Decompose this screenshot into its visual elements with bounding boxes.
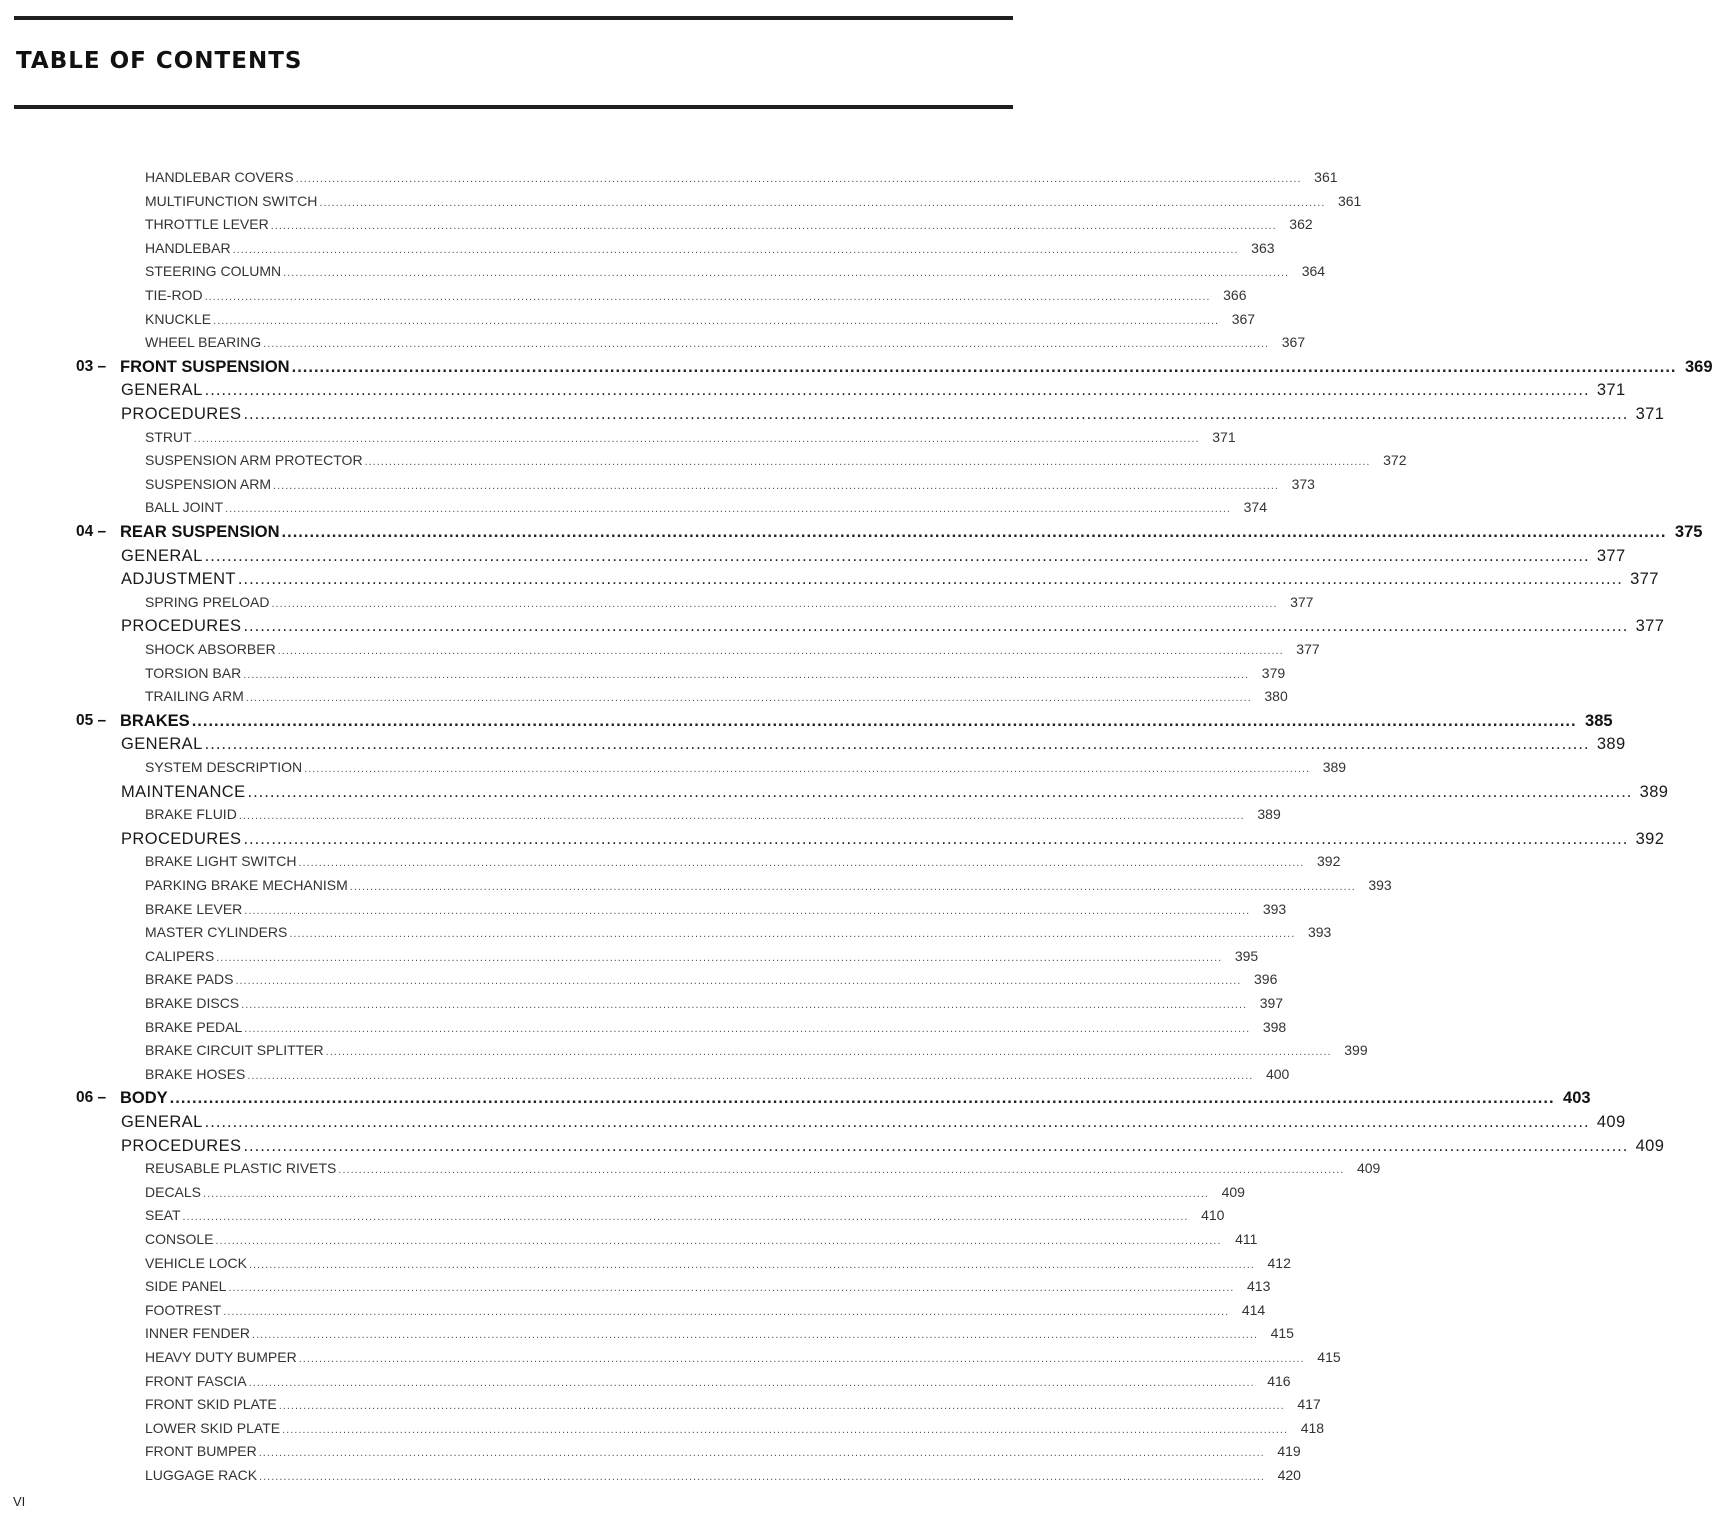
toc-entry-page-number: 367 — [1281, 334, 1306, 351]
toc-subsection-entry — [0, 947, 1259, 972]
toc-dot-leader — [243, 1137, 1628, 1156]
toc-dot-leader — [205, 381, 1590, 400]
toc-section-entry — [0, 1136, 1665, 1161]
toc-entry-label: INNER FENDER — [145, 1325, 251, 1342]
toc-entry-page-number: 414 — [1241, 1301, 1266, 1318]
toc-entry-label: SUSPENSION ARM — [145, 475, 272, 492]
toc-entry-label: SYSTEM DESCRIPTION — [145, 759, 303, 775]
toc-entry-label: CALIPERS — [145, 947, 215, 964]
toc-entry-label: WHEEL BEARING — [145, 334, 262, 351]
toc-entry-label: GENERAL — [121, 546, 203, 565]
toc-entry-page-number: 398 — [1262, 1018, 1287, 1035]
toc-entry-label: PROCEDURES — [121, 1136, 242, 1155]
toc-entry-page-number: 373 — [1291, 475, 1315, 492]
toc-entry-label: BRAKE PEDAL — [145, 1018, 243, 1035]
toc-entry-label: FOOTREST — [145, 1301, 222, 1318]
toc-entry-label: TORSION BAR — [145, 664, 242, 681]
toc-entry-page-number: 367 — [1231, 310, 1256, 327]
toc-entry-label: FRONT SKID PLATE — [145, 1396, 277, 1413]
toc-subsection-entry — [0, 1231, 1258, 1255]
toc-dot-leader — [183, 1211, 1189, 1223]
toc-entry-page-number: 379 — [1261, 664, 1286, 681]
toc-entry-label: MASTER CYLINDERS — [145, 924, 288, 941]
toc-section-entry — [0, 570, 1659, 594]
toc-entry-page-number: 377 — [1635, 617, 1665, 636]
toc-section-entry — [0, 1113, 1626, 1137]
toc-dot-leader — [365, 456, 1371, 468]
toc-entry-label: SPRING PRELOAD — [145, 593, 270, 610]
toc-entry-page-number: 409 — [1221, 1183, 1245, 1200]
toc-dot-leader — [248, 783, 1633, 802]
toc-entry-label: PROCEDURES — [121, 405, 242, 423]
toc-dot-leader — [299, 1353, 1305, 1365]
toc-dot-leader — [233, 244, 1239, 256]
toc-subsection-entry — [0, 1349, 1341, 1373]
toc-entry-page-number: 371 — [1212, 428, 1236, 445]
toc-entry-label: BRAKE DISCS — [145, 995, 240, 1011]
toc-chapter-number: 04 – — [76, 523, 107, 540]
toc-dot-leader — [278, 645, 1284, 657]
toc-entry-page-number: 415 — [1317, 1349, 1341, 1365]
toc-subsection-entry — [0, 759, 1347, 783]
toc-dot-leader — [238, 570, 1623, 589]
toc-entry-page-number: 418 — [1300, 1419, 1325, 1436]
toc-entry-label: GENERAL — [121, 381, 203, 400]
toc-dot-leader — [243, 617, 1628, 636]
toc-subsection-entry — [0, 1042, 1368, 1066]
toc-subsection-entry — [0, 475, 1315, 500]
toc-entry-page-number: 372 — [1383, 452, 1407, 469]
toc-entry-label: THROTTLE LEVER — [145, 216, 269, 233]
toc-entry-label: KNUCKLE — [145, 310, 212, 327]
toc-dot-leader — [273, 480, 1279, 492]
toc-subsection-entry — [0, 971, 1278, 995]
toc-entry-label: REAR SUSPENSION — [120, 523, 280, 541]
toc-dot-leader — [271, 598, 1277, 610]
toc-dot-leader — [223, 1306, 1229, 1318]
toc-entry-page-number: 389 — [1596, 735, 1626, 754]
toc-subsection-entry — [0, 1301, 1266, 1326]
toc-entry-label: CONSOLE — [145, 1231, 214, 1247]
toc-dot-leader — [247, 1070, 1253, 1082]
toc-entry-page-number: 409 — [1596, 1113, 1626, 1131]
toc-entry-label: TRAILING ARM — [145, 688, 244, 705]
header-rule-bottom — [14, 105, 1013, 109]
toc-entry-page-number: 377 — [1296, 641, 1320, 657]
toc-entry-page-number: 413 — [1247, 1278, 1271, 1295]
toc-entry-page-number: 389 — [1322, 759, 1347, 775]
toc-entry-label: MAINTENANCE — [121, 782, 246, 801]
toc-entry-label: ADJUSTMENT — [121, 570, 236, 589]
toc-entry-page-number: 371 — [1635, 405, 1665, 423]
page-title: TABLE OF CONTENTS — [16, 48, 303, 74]
toc-subsection-entry — [0, 1419, 1325, 1444]
toc-entry-label: TIE-ROD — [145, 287, 203, 303]
toc-dot-leader — [350, 881, 1356, 893]
toc-subsection-entry — [0, 900, 1287, 925]
toc-chapter-number: 05 – — [76, 711, 107, 729]
toc-entry-label: HEAVY DUTY BUMPER — [145, 1349, 297, 1365]
toc-subsection-entry — [0, 169, 1338, 193]
toc-entry-label: BRAKE LIGHT SWITCH — [145, 853, 297, 870]
toc-subsection-entry — [0, 806, 1281, 830]
toc-subsection-entry — [0, 310, 1256, 335]
toc-entry-page-number: 392 — [1317, 853, 1341, 870]
toc-entry-label: BRAKES — [120, 711, 190, 730]
toc-entry-label: BRAKE CIRCUIT SPLITTER — [145, 1042, 324, 1059]
toc-entry-label: SEAT — [145, 1207, 181, 1224]
toc-entry-label: FRONT SUSPENSION — [120, 357, 290, 376]
toc-dot-leader — [205, 291, 1211, 303]
toc-entry-label: BODY — [120, 1089, 168, 1108]
toc-dot-leader — [213, 315, 1219, 327]
toc-dot-leader — [205, 1113, 1590, 1132]
toc-dot-leader — [246, 692, 1252, 704]
toc-entry-label: MULTIFUNCTION SWITCH — [145, 192, 318, 209]
toc-subsection-entry — [0, 1372, 1291, 1397]
toc-dot-leader — [304, 763, 1310, 775]
toc-chapter-number: 06 – — [76, 1089, 107, 1107]
toc-subsection-entry — [0, 287, 1247, 311]
toc-entry-page-number: 393 — [1262, 900, 1287, 917]
toc-subsection-entry — [0, 1160, 1381, 1184]
toc-subsection-entry — [0, 593, 1314, 618]
toc-entry-page-number: 416 — [1267, 1372, 1291, 1389]
toc-section-entry — [0, 381, 1626, 405]
toc-entry-label: HANDLEBAR — [145, 239, 231, 256]
toc-subsection-entry — [0, 1278, 1271, 1302]
toc-dot-leader — [263, 338, 1269, 350]
toc-subsection-entry — [0, 924, 1332, 948]
toc-subsection-entry — [0, 1254, 1291, 1279]
toc-entry-page-number: 393 — [1368, 877, 1392, 893]
toc-section-entry — [0, 782, 1669, 807]
toc-dot-leader — [244, 1023, 1250, 1035]
toc-entry-label: BRAKE LEVER — [145, 900, 243, 917]
toc-dot-leader — [271, 220, 1277, 232]
toc-dot-leader — [239, 810, 1245, 822]
toc-chapter-entry — [0, 523, 1703, 547]
toc-entry-page-number: 403 — [1563, 1089, 1591, 1108]
toc-entry-label: REUSABLE PLASTIC RIVETS — [145, 1160, 337, 1177]
toc-entry-label: GENERAL — [121, 735, 203, 754]
toc-entry-page-number: 396 — [1254, 971, 1278, 988]
toc-subsection-entry — [0, 428, 1236, 453]
toc-dot-leader — [243, 669, 1249, 681]
toc-dot-leader — [252, 1329, 1258, 1341]
toc-dot-leader — [259, 1471, 1265, 1483]
toc-entry-page-number: 409 — [1635, 1136, 1665, 1155]
toc-dot-leader — [241, 999, 1247, 1011]
toc-subsection-entry — [0, 334, 1306, 358]
toc-dot-leader — [326, 1046, 1332, 1058]
toc-entry-page-number: 364 — [1301, 263, 1326, 280]
toc-entry-label: BRAKE FLUID — [145, 806, 237, 823]
toc-section-entry — [0, 617, 1665, 641]
toc-entry-page-number: 393 — [1307, 924, 1332, 941]
header-rule-top — [14, 16, 1013, 20]
toc-entry-label: PARKING BRAKE MECHANISM — [145, 877, 348, 893]
toc-chapter-entry — [0, 711, 1613, 736]
toc-entry-label: PROCEDURES — [121, 617, 242, 636]
toc-dot-leader — [205, 735, 1590, 754]
toc-entry-label: SIDE PANEL — [145, 1278, 227, 1295]
toc-entry-label: STEERING COLUMN — [145, 263, 282, 280]
toc-dot-leader — [225, 503, 1231, 515]
toc-dot-leader — [338, 1164, 1344, 1176]
toc-chapter-entry — [0, 1089, 1591, 1113]
toc-dot-leader — [215, 1235, 1221, 1247]
toc-dot-leader — [243, 405, 1628, 424]
toc-entry-label: FRONT BUMPER — [145, 1443, 257, 1460]
toc-dot-leader — [289, 928, 1295, 940]
toc-subsection-entry — [0, 1207, 1225, 1231]
toc-subsection-entry — [0, 1183, 1245, 1208]
toc-subsection-entry — [0, 1396, 1321, 1420]
toc-entry-label: BRAKE HOSES — [145, 1065, 246, 1082]
toc-dot-leader — [244, 905, 1250, 917]
toc-chapter-number: 03 – — [76, 357, 107, 375]
toc-entry-label: GENERAL — [121, 1113, 203, 1131]
toc-entry-page-number: 369 — [1684, 357, 1713, 376]
toc-entry-page-number: 375 — [1674, 523, 1703, 541]
toc-entry-label: BALL JOINT — [145, 499, 224, 516]
toc-entry-page-number: 374 — [1243, 499, 1267, 516]
toc-subsection-entry — [0, 1467, 1301, 1491]
toc-entry-label: HANDLEBAR COVERS — [145, 169, 294, 185]
toc-entry-page-number: 392 — [1635, 829, 1665, 848]
toc-subsection-entry — [0, 452, 1407, 476]
toc-subsection-entry — [0, 995, 1284, 1019]
toc-dot-leader — [192, 712, 1577, 731]
toc-entry-page-number: 377 — [1596, 546, 1626, 565]
toc-dot-leader — [279, 1400, 1285, 1412]
toc-section-entry — [0, 405, 1665, 429]
toc-dot-leader — [298, 857, 1304, 869]
toc-subsection-entry — [0, 192, 1362, 217]
toc-subsection-entry — [0, 1325, 1294, 1349]
toc-subsection-entry — [0, 877, 1392, 901]
toc-dot-leader — [249, 1377, 1255, 1389]
footer-page-number: VI — [13, 1494, 26, 1509]
toc-entry-page-number: 417 — [1297, 1396, 1321, 1413]
toc-entry-page-number: 380 — [1264, 688, 1288, 705]
toc-entry-page-number: 409 — [1356, 1160, 1381, 1177]
toc-subsection-entry — [0, 1443, 1301, 1467]
toc-entry-page-number: 389 — [1257, 806, 1281, 823]
toc-subsection-entry — [0, 853, 1341, 877]
toc-subsection-entry — [0, 263, 1326, 287]
toc-dot-leader — [205, 547, 1590, 566]
toc-subsection-entry — [0, 1018, 1287, 1043]
toc-entry-page-number: 412 — [1267, 1254, 1291, 1271]
toc-subsection-entry — [0, 499, 1267, 523]
toc-subsection-entry — [0, 216, 1313, 240]
toc-entry-page-number: 371 — [1596, 381, 1626, 400]
toc-dot-leader — [282, 523, 1667, 542]
toc-dot-leader — [243, 830, 1628, 849]
toc-entry-page-number: 385 — [1585, 711, 1613, 730]
toc-entry-page-number: 415 — [1270, 1325, 1294, 1342]
toc-entry-label: STRUT — [145, 428, 192, 445]
toc-dot-leader — [235, 975, 1241, 987]
toc-section-entry — [0, 829, 1665, 854]
toc-chapter-entry — [0, 357, 1713, 382]
toc-dot-leader — [203, 1188, 1209, 1200]
toc-dot-leader — [319, 197, 1325, 209]
toc-entry-page-number: 395 — [1234, 947, 1259, 964]
toc-entry-page-number: 410 — [1201, 1207, 1225, 1224]
toc-entry-page-number: 399 — [1344, 1042, 1368, 1059]
toc-entry-label: BRAKE PADS — [145, 971, 234, 988]
toc-section-entry — [0, 546, 1626, 571]
toc-dot-leader — [282, 1424, 1288, 1436]
toc-subsection-entry — [0, 664, 1286, 689]
toc-entry-label: DECALS — [145, 1183, 202, 1200]
toc-entry-page-number: 361 — [1337, 192, 1362, 209]
toc-dot-leader — [283, 267, 1289, 279]
toc-entry-page-number: 363 — [1251, 239, 1275, 256]
toc-entry-page-number: 397 — [1259, 995, 1284, 1011]
toc-entry-label: VEHICLE LOCK — [145, 1254, 247, 1271]
toc-dot-leader — [170, 1089, 1555, 1108]
toc-entry-page-number: 362 — [1289, 216, 1313, 233]
toc-entry-page-number: 400 — [1265, 1065, 1290, 1082]
toc-entry-page-number: 361 — [1314, 169, 1338, 185]
toc-entry-label: SUSPENSION ARM PROTECTOR — [145, 452, 363, 469]
toc-dot-leader — [296, 173, 1302, 185]
toc-entry-page-number: 377 — [1290, 593, 1314, 610]
toc-entry-page-number: 420 — [1277, 1467, 1301, 1483]
toc-subsection-entry — [0, 641, 1320, 665]
toc-dot-leader — [259, 1447, 1265, 1459]
toc-entry-label: FRONT FASCIA — [145, 1372, 247, 1389]
toc-entry-page-number: 419 — [1277, 1443, 1301, 1460]
toc-dot-leader — [216, 952, 1222, 964]
toc-entry-page-number: 377 — [1630, 570, 1659, 589]
toc-entry-label: PROCEDURES — [121, 829, 242, 848]
toc-entry-page-number: 389 — [1639, 782, 1669, 801]
toc-subsection-entry — [0, 1065, 1290, 1090]
toc-dot-leader — [249, 1259, 1255, 1271]
toc-dot-leader — [194, 433, 1200, 445]
toc-entry-label: LUGGAGE RACK — [145, 1467, 258, 1483]
toc-dot-leader — [228, 1282, 1234, 1294]
toc-entry-page-number: 366 — [1223, 287, 1247, 303]
toc-dot-leader — [292, 358, 1677, 377]
toc-section-entry — [0, 735, 1626, 759]
toc-subsection-entry — [0, 688, 1288, 712]
toc-subsection-entry — [0, 239, 1275, 264]
toc-entry-label: LOWER SKID PLATE — [145, 1419, 281, 1436]
toc-entry-label: SHOCK ABSORBER — [145, 641, 276, 657]
toc-entry-page-number: 411 — [1235, 1231, 1258, 1247]
